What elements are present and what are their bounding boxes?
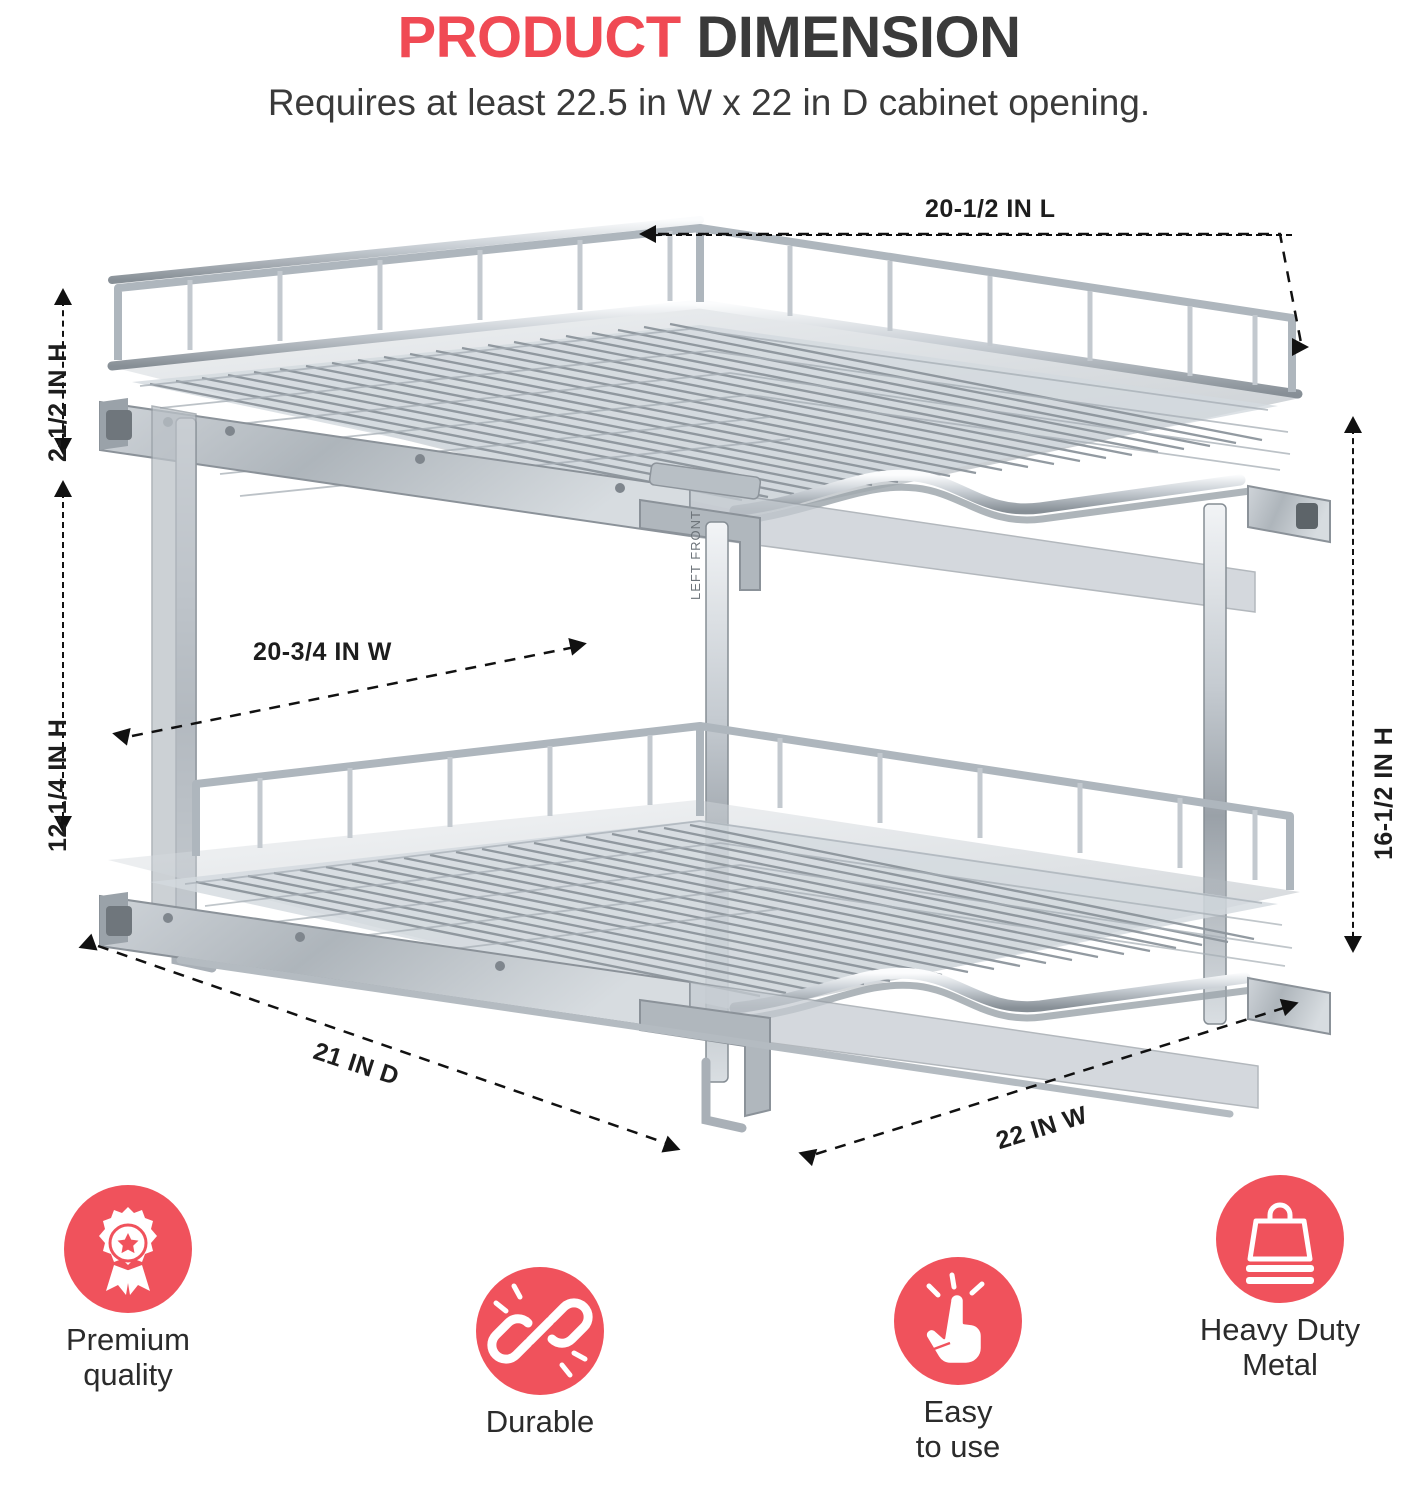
feature-label-line1: Easy [923,1394,993,1429]
page-title-accent: PRODUCT [397,5,681,70]
dimarrow-overall-height-down [1344,936,1362,953]
feature-label-line1: Durable [485,1404,595,1439]
dimarrow-inner-width-right [568,634,588,655]
dimarrow-clearance-up [54,480,72,497]
dimlabel-outer-width: 22 IN W [992,1100,1091,1156]
dimline-top-length-path [650,220,1320,360]
feature-label-line2: quality [83,1356,173,1392]
dimlabel-clearance: 12-1/4 IN H [44,718,72,852]
feature-label-line1: Heavy Duty [1199,1312,1361,1347]
feature-easy-to-use [858,1257,1058,1464]
dimline-overall-height [1352,428,1354,948]
award-ribbon-icon [64,1185,192,1313]
feature-label-line2: Metal [1242,1346,1318,1382]
product-dimension-diagram [0,170,1418,1180]
hand-click-icon [894,1257,1022,1385]
shopping-bag-icon [1216,1175,1344,1303]
feature-badge-circle [894,1257,1022,1385]
part-marking: LEFT FRONT [688,510,703,600]
chain-link-icon [476,1267,604,1395]
feature-badge-circle [476,1267,604,1395]
dimline-outer-width-path [800,990,1310,1170]
dimlabel-inner-width: 20-3/4 IN W [253,638,392,666]
dimlabel-overall-height: 16-1/2 IN H [1370,726,1398,860]
dimlabel-depth: 21 IN D [309,1037,403,1091]
dimarrow-upper-height-up [54,288,72,305]
feature-badge-circle [64,1185,192,1313]
feature-premium-quality [18,1185,238,1392]
dimlabel-upper-height: 2-1/2 IN H [44,343,72,462]
page-subtitle: Requires at least 22.5 in W x 22 in D cabinet opening. [267,81,1151,123]
page-title [0,5,1418,70]
page-title-rest: DIMENSION [680,5,1021,70]
feature-badge-circle [1216,1175,1344,1303]
feature-label-line2: to use [915,1428,1001,1464]
dimarrow-overall-height-up [1344,416,1362,433]
dimlabel-top-length: 20-1/2 IN L [925,195,1056,223]
dimline-depth-path [80,940,700,1170]
feature-label-line1: Premium [65,1322,190,1357]
feature-durable [440,1267,640,1440]
header [0,0,1418,124]
feature-badges [0,1175,1418,1500]
feature-heavy-duty-metal [1160,1175,1400,1382]
